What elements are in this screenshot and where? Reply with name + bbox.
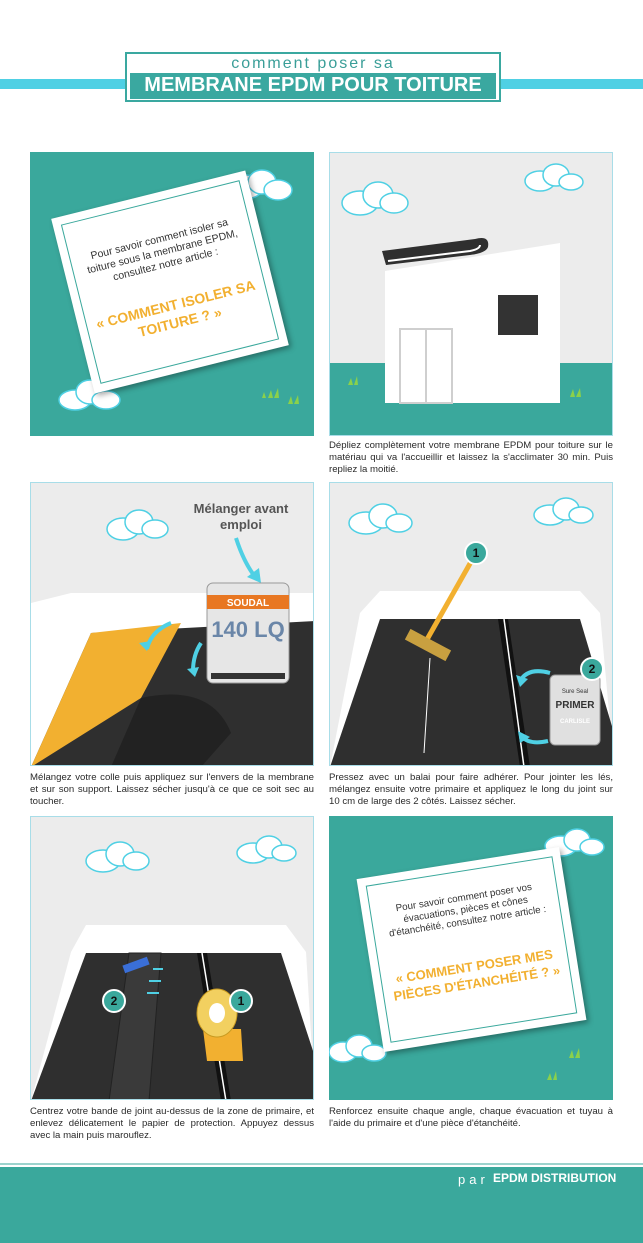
caption-accessories: Renforcez ensuite chaque angle, chaque évacuation et tuyau à l'aide du primaire et d'une pièce d'étanchéité. bbox=[329, 1106, 613, 1129]
cloud-icon bbox=[534, 498, 593, 525]
step-2-label: 2 bbox=[588, 662, 596, 676]
page-title: MEMBRANE EPDM POUR TOITURE bbox=[144, 74, 482, 96]
article-link[interactable]: « COMMENT ISOLER SA TOITURE ? » bbox=[94, 276, 257, 340]
panel-unfold bbox=[329, 152, 613, 436]
cloud-icon bbox=[525, 164, 583, 191]
grass-icon bbox=[262, 388, 299, 404]
article-link[interactable]: « COMMENT POSER MES PIÈCES D'ÉTANCHÉITÉ ? » bbox=[392, 946, 562, 1004]
panel-isolation bbox=[30, 152, 314, 436]
grass-icon bbox=[547, 1048, 580, 1080]
primer-product: PRIMER bbox=[555, 700, 595, 711]
article-card[interactable] bbox=[357, 847, 587, 1052]
panel-primer bbox=[329, 482, 613, 766]
glue-can-icon bbox=[207, 583, 289, 683]
header-subtitle: comment poser sa bbox=[231, 55, 395, 72]
step-1-label: 1 bbox=[237, 994, 245, 1008]
step-1-label: 1 bbox=[472, 546, 480, 560]
cloud-icon bbox=[86, 842, 149, 872]
caption-tape: Centrez votre bande de joint au-dessus de la zone de primaire, et enlevez délicatement le papier de protection. Appuyez dessus avec la main puis marouflez. bbox=[30, 1106, 314, 1141]
primer-brand: Sure Seal bbox=[561, 689, 589, 695]
caption-glue: Mélangez votre colle puis appliquez sur l'envers de la membrane et sur son support. Laissez sécher jusqu'à ce que ce soit sec au toucher. bbox=[30, 772, 314, 807]
panel4-art bbox=[330, 483, 613, 766]
window bbox=[498, 295, 538, 335]
mix-label: Mélanger avant emploi bbox=[193, 501, 289, 532]
card-intro: Pour savoir comment isoler sa toiture sous la membrane EPDM, consultez notre article : bbox=[86, 216, 239, 284]
caption-unfold: Dépliez complètement votre membrane EPDM pour toiture sur le matériau qui va l'accueillir et laissez la s'acclimater 30 min. Puis repliez la moitié. bbox=[329, 440, 613, 475]
cloud-icon bbox=[329, 1035, 386, 1062]
card-intro: Pour savoir comment poser vos évacuations, pièces et cônes d'étanchéité, consultez notre article : bbox=[388, 881, 547, 940]
cloud-icon bbox=[349, 504, 412, 534]
cloud-icon bbox=[107, 510, 168, 540]
primer-can-icon bbox=[550, 675, 600, 745]
panel-accessories bbox=[329, 816, 613, 1100]
footer-line bbox=[0, 1163, 643, 1165]
footer-par: par bbox=[458, 1172, 489, 1187]
caption-primer: Pressez avec un balai pour faire adhérer. Pour jointer les lés, mélangez ensuite votre primaire et appliquez le long du joint sur 10 cm de large des 2 côtés. Laissez sécher. bbox=[329, 772, 613, 807]
arrow-icon bbox=[236, 538, 256, 578]
cloud-icon bbox=[342, 182, 408, 215]
panel2-art bbox=[330, 153, 613, 436]
can-brand: SOUDAL bbox=[226, 598, 270, 609]
step-2-label: 2 bbox=[110, 994, 118, 1008]
panel-tape bbox=[30, 816, 314, 1100]
primer-maker: CARLISLE bbox=[560, 719, 590, 725]
cloud-icon bbox=[237, 836, 296, 863]
can-product: 140 LQ bbox=[211, 617, 285, 642]
panel-glue bbox=[30, 482, 314, 766]
panel5-art bbox=[31, 817, 314, 1100]
footer-brand[interactable]: EPDM DISTRIBUTION bbox=[493, 1171, 617, 1185]
